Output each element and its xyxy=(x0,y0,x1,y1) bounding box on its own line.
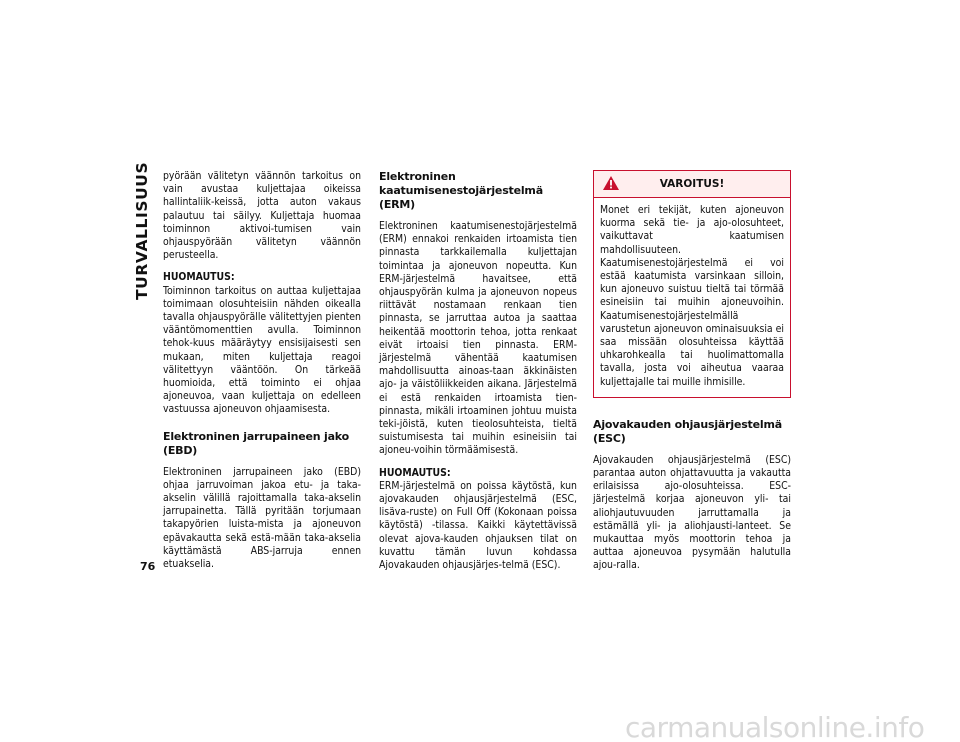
ebd-heading: Elektroninen jarrupaineen jako (EBD) xyxy=(163,429,349,457)
warning-text: Monet eri tekijät, kuten ajoneuvon kuorma sekä tie- ja ajo-olosuhteet, vaikuttavat kaatumisen mahdollisuuteen. Kaatumisenestojärjestelmä ei voi estää kaatumista varsinkaan silloin, kun ajoneuvo suistuu tieltä tai törmää esineisiin tai muihin ajoneuvoihin. Kaatumisenestojärjestelmällä varustetun ajoneuvon ominaisuuksia ei saa missään olosuhteissa käyttää uhkarohkealla tai huolimattomalla tavalla, josta voi aiheutua vaaraa kuljettajalle tai muille ihmisille. xyxy=(600,204,784,388)
warning-triangle-icon xyxy=(602,175,620,191)
watermark: carmanualsonline.info xyxy=(625,714,925,742)
note-text: ERM-järjestelmä on poissa käytöstä, kun ajovakauden ohjausjärjestelmä (ESC, lisäva-ruste) on Full Off (Kokonaan poissa käytöstä) -tilassa. Kaikki käytettävissä olevat ajova-kauden ohjauksen tilat on kuvattu tämän luvun kohdassa Ajovakauden ohjausjärjes-telmä (ESC). xyxy=(379,479,577,572)
warning-header xyxy=(594,171,790,198)
esc-heading: Ajovakauden ohjausjärjestelmä (ESC) xyxy=(593,417,782,445)
intro-paragraph: pyörään välitetyn väännön tarkoitus on vain avustaa kuljettajaa oikeissa hallintaliik-keissä, jotta auton vakaus palautuu tai säilyy. Kuljettaja huomaa toiminnon aktivoi-tumisen vain ohjauspyörään välitetyn väännön perusteella. xyxy=(163,170,361,262)
section-side-label-text: TURVALLISUUS xyxy=(133,161,151,300)
warning-body xyxy=(594,198,790,397)
column-2 xyxy=(379,170,577,572)
column-3 xyxy=(593,170,791,573)
page-number: 76 xyxy=(140,560,156,573)
section-side-label xyxy=(131,160,153,300)
warning-box xyxy=(593,170,791,398)
column-1 xyxy=(163,170,361,571)
note-text: Toiminnon tarkoitus on auttaa kuljettajaa toimimaan olosuhteisiin nähden oikealla tavalla ohjauspyörälle välitettyjen pienten vääntömomenttien avulla. Toiminnon tehok-kuus määräytyy ensisijaisesti sen mukaan, miten kuljettaja reagoi välitettyyn vääntöön. On tärkeää huomioida, että toiminto ei ohjaa ajoneuvoa, vaan kuljettaja on edelleen vastuussa ajoneuvon ohjaamisesta. xyxy=(163,284,361,416)
note-title: HUOMAUTUS: xyxy=(163,271,235,284)
erm-paragraph: Elektroninen kaatumisenestojärjestelmä (ERM) ennakoi renkaiden irtoamista tien pinnasta tarkkailemalla kuljettajan toimintaa ja ajoneuvon nopeutta. Kun ERM-järjestelmä havaitsee, että ohjauspyörän kulma ja ajoneuvon nopeus riittävät nostamaan renkaan tien pinnasta, se jarruttaa autoa ja saattaa heikentää moottorin tehoa, jotta renkaat eivät irtoaisi tien pinnasta. ERM-järjestelmä vähentää kaatumisen mahdollisuutta ainoas-taan äkkinäisten ajo- ja väistöliikkeiden aikana. Järjestelmä ei estä renkaiden irtoamista tien-pinnasta, mikäli irtoaminen johtuu muista teki-jöistä, kuten tieolosuhteista, tieltä suistumisesta tai muihin esineisiin tai ajoneu-voihin törmäämisestä. xyxy=(379,220,577,457)
warning-title: VAROITUS! xyxy=(659,178,725,190)
ebd-paragraph: Elektroninen jarrupaineen jako (EBD) ohjaa jarruvoiman jakoa etu- ja taka-akselin välillä rajoittamalla taka-akselin jarrupainetta. Tällä pyritään torjumaan takapyörien luista-mista ja ajoneuvon epävakautta sekä estä-mään taka-akselia käyttämästä ABS-jarruja ennen etuakselia. xyxy=(163,465,361,571)
note-title: HUOMAUTUS: xyxy=(379,466,451,479)
erm-heading: Elektroninen kaatumisenestojärjestelmä (ERM) xyxy=(379,170,543,211)
esc-paragraph: Ajovakauden ohjausjärjestelmä (ESC) parantaa auton ohjattavuutta ja vakautta erilaisissa ajo-olosuhteissa. ESC-järjestelmä korjaa ajoneuvon yli- tai aliohjautuvuuden jarruttamalla ja estämällä yli- ja aliohjausti-lanteet. Se mukauttaa myös moottorin tehoa ja auttaa ajoneuvoa pysymään halutulla ajou-ralla. xyxy=(593,453,791,572)
